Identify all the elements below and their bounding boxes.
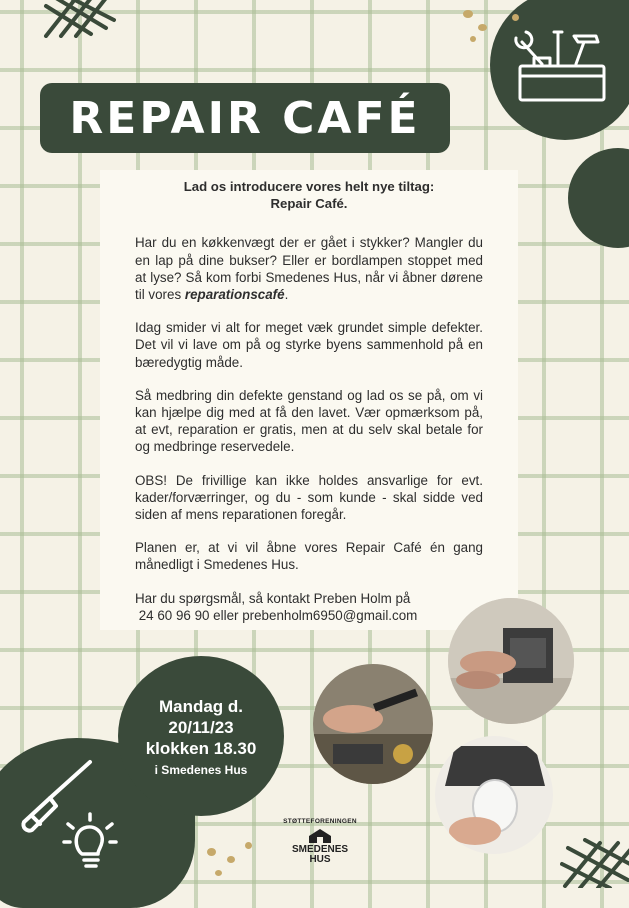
right-half-circle [568,148,629,248]
title-banner [40,83,450,153]
crosshatch-decoration-bottom [560,838,629,888]
intro-line-2: Repair Café. [270,196,348,212]
paragraph-3: Så medbring din defekte genstand og lad os se på, om vi kan hjælpe dig med at få den lavet. Vær opmærksom på, at evt, reparation er gratis, men at du selv skal betale for og medbringe reservedele. [135,387,483,455]
accent-dot [470,36,476,42]
photo-repair-workbench [448,598,574,724]
accent-dot [245,842,252,849]
contact-line-2: 24 60 96 90 eller prebenholm6950@gmail.com [135,607,418,623]
event-day: Mandag d. [158,696,244,716]
accent-dot [227,856,235,863]
lightbulb-icon [62,810,120,874]
accent-dot [478,24,487,31]
body-content [135,178,483,624]
house-logo-icon [307,828,333,844]
accent-dot [512,14,519,21]
logo-name-line-1: SMEDENES [291,844,349,855]
paragraph-2: Idag smider vi alt for meget væk grundet simple defekter. Det vil vi lave om på og styrke byens sammenhold på en bæredygtig måde. [135,320,483,370]
accent-dot [215,870,222,876]
event-date: 20/11/23 [168,717,234,737]
paragraph-1-emphasis: reparationscafé [184,287,285,303]
paragraph-4: OBS! De frivillige kan ikke holdes ansvarlige for evt. kader/forværringer, og du - som kunde - skal sidde ved siden af mens reparationen foregår. [135,472,483,523]
paragraph-1-end: . [284,287,289,303]
event-date-badge [118,656,284,816]
event-location: i Smedenes Hus [154,762,248,777]
contact-line-1: Har du spørgsmål, så kontakt Preben Holm på [135,590,411,606]
photo-soldering [313,664,433,784]
logo-name-line-2: HUS [309,854,331,865]
intro-heading [135,178,483,212]
accent-dot [207,848,216,856]
paragraph-1-text: Har du en køkkenvægt der er gået i stykker? Mangler du en lap på dine bukser? Eller er bordlampen stoppet med at lyse? Så kom forbi Smedenes Hus, når vi åbner dørene til vores [135,235,483,303]
contact-info [135,590,483,624]
crosshatch-decoration-top [36,0,116,38]
paragraph-1 [135,234,483,303]
paragraph-5: Planen er, at vi vil åbne vores Repair Café én gang månedligt i Smedenes Hus. [135,540,483,573]
accent-dot [463,10,473,18]
intro-line-1: Lad os introducere vores helt nye tiltag: [183,179,435,194]
photo-lightbulb-lamp [435,736,553,854]
event-time: klokken 18.30 [145,738,257,758]
smedenes-hus-logo [282,818,358,865]
logo-subtitle: STØTTEFORENINGEN [283,818,357,825]
toolbox-icon [512,28,612,104]
page-title: REPAIR CAFÉ [69,92,421,144]
